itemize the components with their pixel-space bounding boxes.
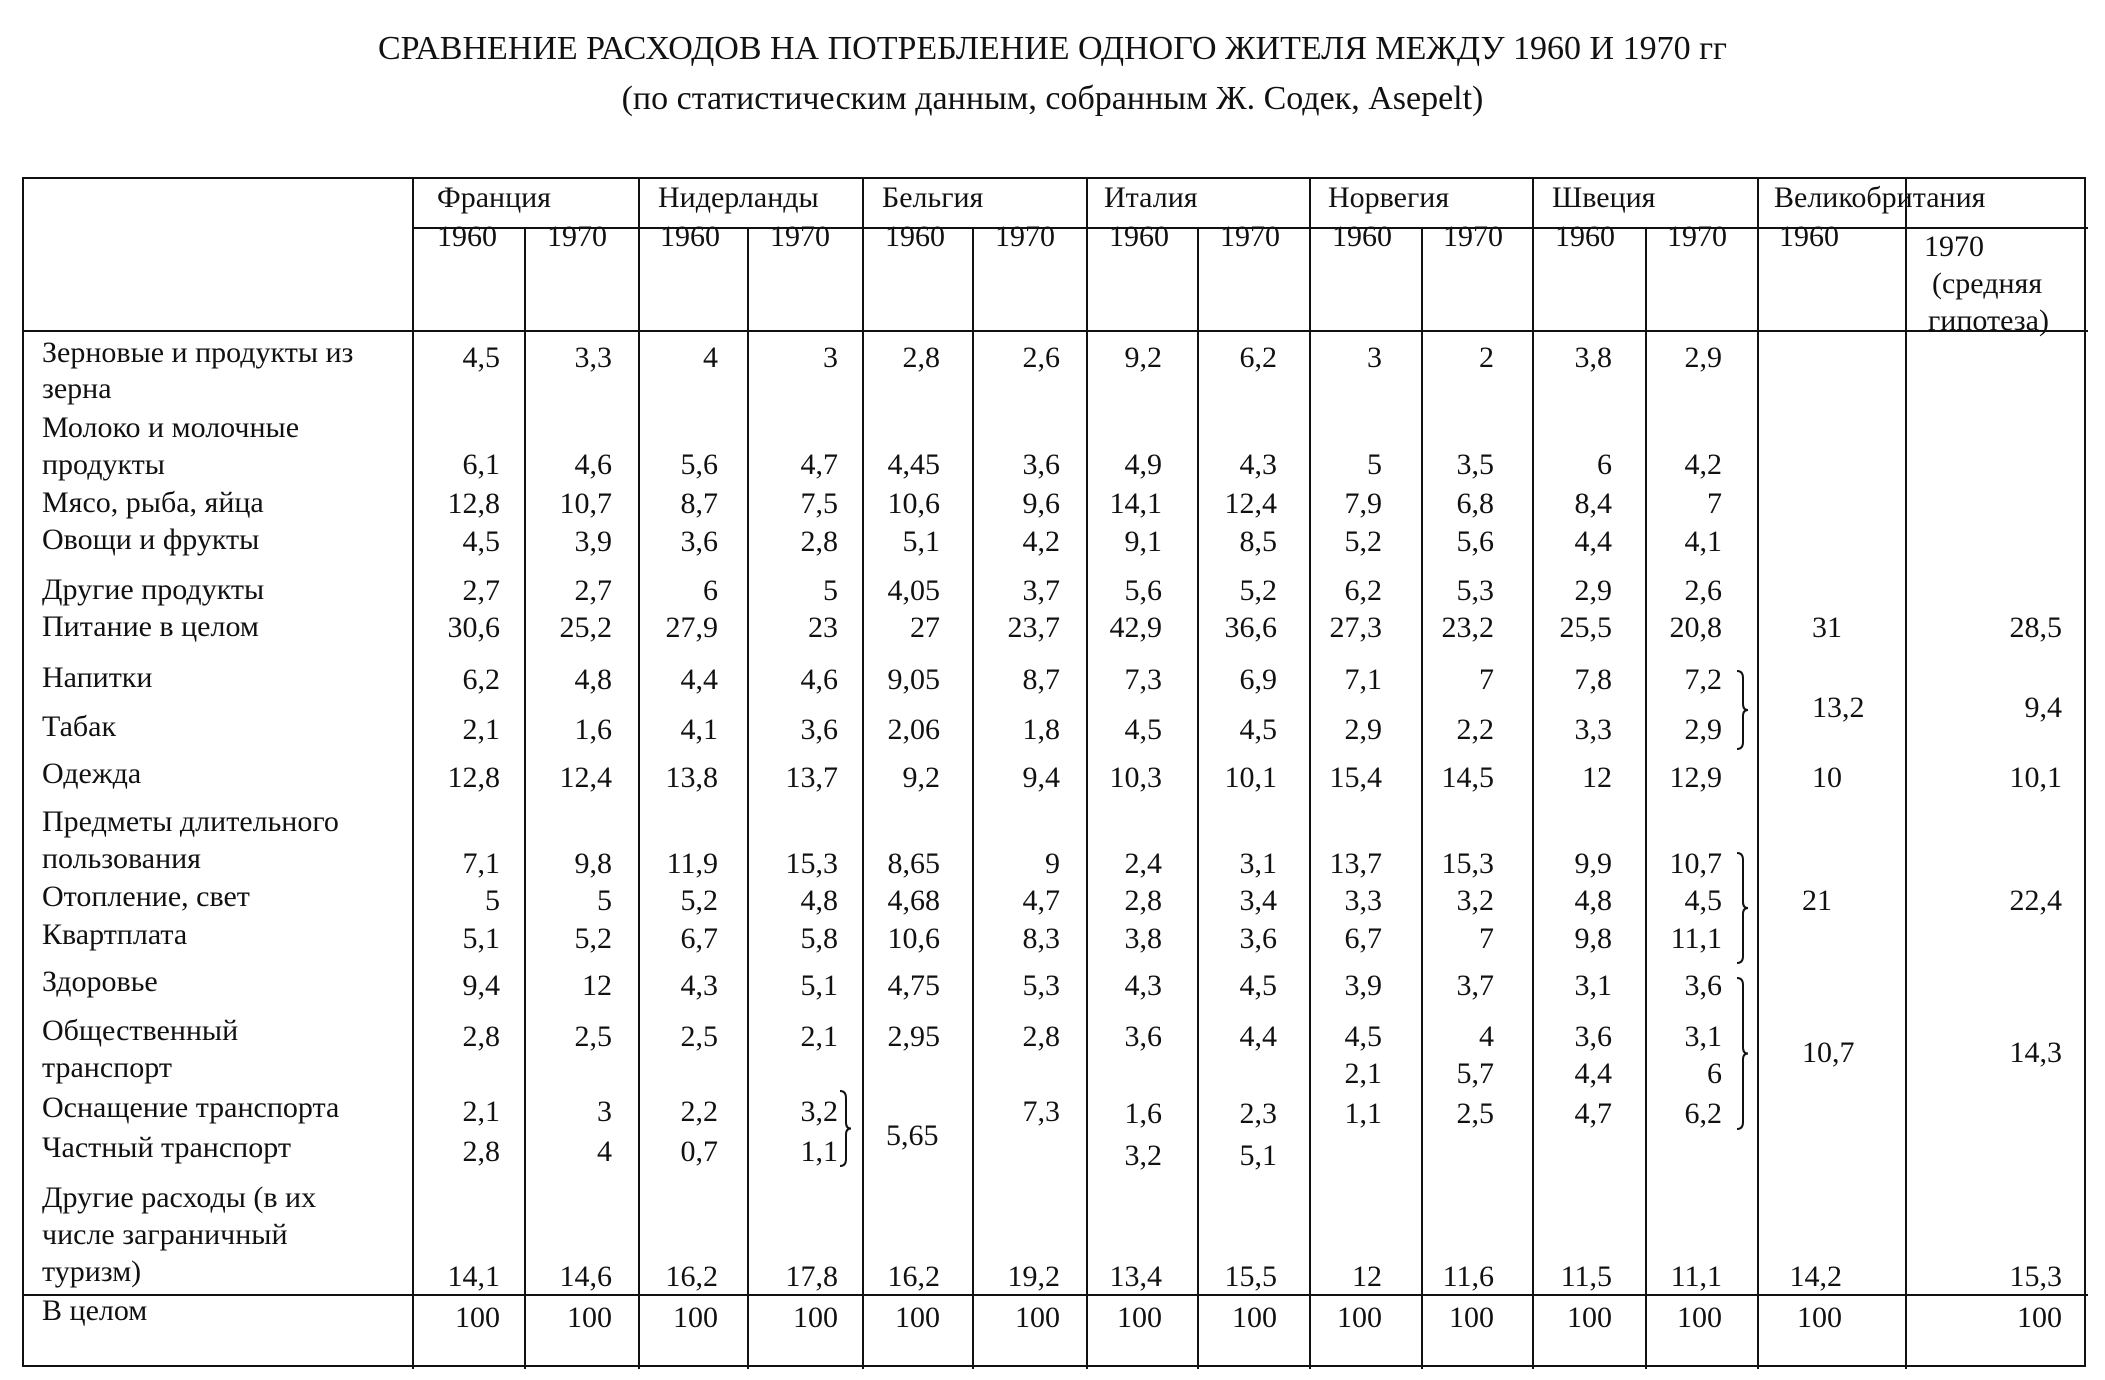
table-cell: 7,5 xyxy=(800,487,838,520)
table-cell: 27 xyxy=(910,611,940,644)
table-cell: 3,1 xyxy=(1684,1020,1722,1053)
table-cell: 3,2 xyxy=(800,1095,838,1128)
table-cell: 2,9 xyxy=(1574,574,1612,607)
table-cell: 4,5 xyxy=(1684,884,1722,917)
table-cell: 8,7 xyxy=(1022,663,1060,696)
table-cell: 3,9 xyxy=(1344,969,1382,1002)
table-cell: 5 xyxy=(823,574,838,607)
row-label: Предметы длительного xyxy=(42,805,339,838)
table-cell: 14,1 xyxy=(1109,487,1162,520)
table-cell: 3,6 xyxy=(1574,1020,1612,1053)
table-cell: 7 xyxy=(1479,663,1494,696)
table-cell: 3 xyxy=(597,1095,612,1128)
year-header: 1960 xyxy=(437,220,497,253)
table-cell: 4,05 xyxy=(887,574,940,607)
row-label: Питание в целом xyxy=(42,610,259,643)
table-cell-merged: 5,65 xyxy=(886,1119,939,1152)
table-cell: 4,8 xyxy=(1574,884,1612,917)
table-cell-merged: 10,7 xyxy=(1802,1036,1855,1069)
row-label: Квартплата xyxy=(42,918,188,951)
table-cell: 2,6 xyxy=(1684,574,1722,607)
table-cell: 20,8 xyxy=(1669,611,1722,644)
row-label: Общественный xyxy=(42,1014,239,1047)
table-cell: 2,4 xyxy=(1124,847,1162,880)
table-cell: 100 xyxy=(1015,1301,1060,1334)
table-cell: 3 xyxy=(1367,341,1382,374)
table-cell: 11,6 xyxy=(1442,1260,1494,1293)
table-cell: 5 xyxy=(597,884,612,917)
table-cell: 4,7 xyxy=(1574,1097,1612,1130)
table-cell: 23,7 xyxy=(1007,611,1060,644)
brace-icon xyxy=(838,1090,852,1167)
table-cell: 14,6 xyxy=(559,1260,612,1293)
table-cell: 5,6 xyxy=(1124,574,1162,607)
table-cell: 2,9 xyxy=(1684,713,1722,746)
table-cell: 4,4 xyxy=(1574,1057,1612,1090)
table-cell: 25,5 xyxy=(1559,611,1612,644)
table-cell: 5,1 xyxy=(1239,1139,1277,1172)
table-cell: 11,1 xyxy=(1670,1260,1722,1293)
table-cell: 2,1 xyxy=(800,1020,838,1053)
table-cell: 4,75 xyxy=(887,969,940,1002)
table-cell: 3,4 xyxy=(1239,884,1277,917)
year-header: 1970 xyxy=(1220,220,1280,253)
table-cell: 4,7 xyxy=(800,448,838,481)
table-cell: 100 xyxy=(793,1301,838,1334)
table-cell: 3,1 xyxy=(1574,969,1612,1002)
table-cell: 9,1 xyxy=(1124,525,1162,558)
table-cell: 10 xyxy=(1812,761,1842,794)
row-label: Другие расходы (в их xyxy=(42,1181,317,1214)
country-header: Швеция xyxy=(1552,181,1656,214)
table-cell: 11,1 xyxy=(1670,922,1722,955)
table-cell: 2 xyxy=(1479,341,1494,374)
table-cell: 6,2 xyxy=(462,663,500,696)
table-cell: 4,5 xyxy=(462,525,500,558)
table-cell: 4,5 xyxy=(462,341,500,374)
table-cell: 7 xyxy=(1707,487,1722,520)
table-cell: 2,9 xyxy=(1684,341,1722,374)
table-cell: 100 xyxy=(673,1301,718,1334)
table-cell: 4,2 xyxy=(1022,525,1060,558)
table-cell: 10,1 xyxy=(2009,761,2062,794)
table-cell: 8,5 xyxy=(1239,525,1277,558)
row-label: Мясо, рыба, яйца xyxy=(42,486,264,519)
table-cell: 3,2 xyxy=(1124,1139,1162,1172)
table-cell: 3,5 xyxy=(1456,448,1494,481)
table-cell: 2,6 xyxy=(1022,341,1060,374)
table-cell: 6,2 xyxy=(1239,341,1277,374)
table-cell: 3,6 xyxy=(1239,922,1277,955)
table-cell: 4,5 xyxy=(1239,713,1277,746)
table-cell: 5,8 xyxy=(800,922,838,955)
row-label: туризм) xyxy=(42,1255,142,1288)
table-cell: 2,8 xyxy=(902,341,940,374)
table-cell: 4,4 xyxy=(1239,1020,1277,1053)
row-label: Овощи и фрукты xyxy=(42,523,260,556)
year-header: 1970 xyxy=(1667,220,1727,253)
table-cell: 6,7 xyxy=(1344,922,1382,955)
table-cell: 19,2 xyxy=(1007,1260,1060,1293)
table-cell: 9,9 xyxy=(1574,847,1612,880)
row-label: продукты xyxy=(42,448,165,481)
table-cell: 4,6 xyxy=(800,663,838,696)
table-cell: 100 xyxy=(567,1301,612,1334)
table-cell-merged: 13,2 xyxy=(1812,691,1865,724)
year-header: 1970 xyxy=(770,220,830,253)
table-cell: 9,4 xyxy=(462,969,500,1002)
year-header: 1960 xyxy=(885,220,945,253)
table-cell: 7,9 xyxy=(1344,487,1382,520)
table-cell: 8,4 xyxy=(1574,487,1612,520)
table-cell: 16,2 xyxy=(887,1260,940,1293)
table-cell: 8,7 xyxy=(680,487,718,520)
table-cell: 4 xyxy=(597,1135,612,1168)
table-cell: 3,2 xyxy=(1456,884,1494,917)
table-cell: 7,3 xyxy=(1022,1095,1060,1128)
country-header: Италия xyxy=(1104,181,1198,214)
table-cell: 2,95 xyxy=(887,1020,940,1053)
table-cell: 0,7 xyxy=(680,1135,718,1168)
grid-line xyxy=(1421,227,1423,1369)
table-cell: 2,5 xyxy=(574,1020,612,1053)
table-cell: 2,3 xyxy=(1239,1097,1277,1130)
table-cell: 1,1 xyxy=(1344,1097,1382,1130)
table-cell: 5,1 xyxy=(462,922,500,955)
brace-icon xyxy=(1735,977,1749,1130)
table-cell-merged: 9,4 xyxy=(2024,691,2062,724)
table-cell: 4,5 xyxy=(1344,1020,1382,1053)
table-cell: 6,7 xyxy=(680,922,718,955)
table-cell: 2,5 xyxy=(680,1020,718,1053)
table-cell: 4,4 xyxy=(680,663,718,696)
table-cell: 12 xyxy=(582,969,612,1002)
table-cell: 3,9 xyxy=(574,525,612,558)
table-cell: 2,7 xyxy=(462,574,500,607)
table-cell: 4,2 xyxy=(1684,448,1722,481)
table-cell: 2,9 xyxy=(1344,713,1382,746)
row-label: Зерновые и продукты из xyxy=(42,336,354,369)
table-cell: 2,8 xyxy=(462,1135,500,1168)
row-label: пользования xyxy=(42,842,201,875)
table-cell: 10,7 xyxy=(1669,847,1722,880)
year-header: 1960 xyxy=(1109,220,1169,253)
table-cell: 100 xyxy=(1449,1301,1494,1334)
table-cell: 1,6 xyxy=(1124,1097,1162,1130)
year-header: 1960 xyxy=(1332,220,1392,253)
table-cell: 16,2 xyxy=(665,1260,718,1293)
table-cell: 5 xyxy=(485,884,500,917)
table-cell: 5,2 xyxy=(1344,525,1382,558)
table-cell: 4,9 xyxy=(1124,448,1162,481)
table-cell: 3,6 xyxy=(1124,1020,1162,1053)
table-cell: 4,45 xyxy=(887,448,940,481)
table-cell: 10,6 xyxy=(887,922,940,955)
table-cell: 4,5 xyxy=(1124,713,1162,746)
table-cell: 100 xyxy=(1797,1301,1842,1334)
table-cell: 6 xyxy=(1707,1057,1722,1090)
table-cell: 27,9 xyxy=(665,611,718,644)
row-label: числе заграничный xyxy=(42,1218,288,1251)
table-cell: 6,2 xyxy=(1344,574,1382,607)
table-cell: 3,6 xyxy=(800,713,838,746)
table-cell: 9,2 xyxy=(1124,341,1162,374)
table-cell: 31 xyxy=(1812,611,1842,644)
table-cell: 4,3 xyxy=(1239,448,1277,481)
table-cell: 7 xyxy=(1479,922,1494,955)
grid-line xyxy=(1197,227,1199,1369)
table-cell: 28,5 xyxy=(2009,611,2062,644)
table-cell: 4,1 xyxy=(1684,525,1722,558)
country-header: Норвегия xyxy=(1328,181,1450,214)
table-cell: 15,3 xyxy=(2009,1260,2062,1293)
table-cell: 3 xyxy=(823,341,838,374)
table-cell: 12 xyxy=(1582,761,1612,794)
table-cell: 4,1 xyxy=(680,713,718,746)
table-cell: 100 xyxy=(455,1301,500,1334)
table-cell: 15,5 xyxy=(1224,1260,1277,1293)
table-cell-merged: 22,4 xyxy=(2009,884,2062,917)
row-label: Табак xyxy=(42,710,117,743)
table-cell: 7,2 xyxy=(1684,663,1722,696)
table-cell: 9,4 xyxy=(1022,761,1060,794)
table-cell: 6,2 xyxy=(1684,1097,1722,1130)
table-cell: 6 xyxy=(703,574,718,607)
year-header-note: гипотеза) xyxy=(1928,304,2049,337)
table-cell-merged: 21 xyxy=(1802,884,1832,917)
table-cell: 13,4 xyxy=(1109,1260,1162,1293)
table-cell: 5,2 xyxy=(1239,574,1277,607)
table-cell: 3,8 xyxy=(1124,922,1162,955)
table-cell: 100 xyxy=(1117,1301,1162,1334)
table-cell: 10,3 xyxy=(1109,761,1162,794)
title-line-2: (по статистическим данным, собранным Ж. Содек, Asepelt) xyxy=(621,80,1484,117)
table-cell: 3,3 xyxy=(1344,884,1382,917)
row-label: Одежда xyxy=(42,757,142,790)
table-cell: 14,1 xyxy=(447,1260,500,1293)
table-cell: 10,7 xyxy=(559,487,612,520)
table-cell: 12,4 xyxy=(559,761,612,794)
table-cell: 27,3 xyxy=(1329,611,1382,644)
table-cell: 8,65 xyxy=(887,847,940,880)
table-cell: 3,7 xyxy=(1456,969,1494,1002)
table-cell: 4 xyxy=(703,341,718,374)
grid-line xyxy=(524,227,526,1369)
table-cell: 100 xyxy=(2017,1301,2062,1334)
year-header: 1970 xyxy=(547,220,607,253)
table-cell: 10,6 xyxy=(887,487,940,520)
page-title xyxy=(0,24,2105,124)
table-cell: 7,3 xyxy=(1124,663,1162,696)
year-header: 1960 xyxy=(1555,220,1615,253)
table-cell: 2,1 xyxy=(462,713,500,746)
table-cell: 4,5 xyxy=(1239,969,1277,1002)
table-cell: 100 xyxy=(1567,1301,1612,1334)
table-cell: 4,6 xyxy=(574,448,612,481)
country-header: Франция xyxy=(437,181,551,214)
table-cell: 9,2 xyxy=(902,761,940,794)
table-cell: 2,7 xyxy=(574,574,612,607)
table-cell: 30,6 xyxy=(447,611,500,644)
table-cell: 4,7 xyxy=(1022,884,1060,917)
table-cell: 2,06 xyxy=(887,713,940,746)
table-cell: 5,3 xyxy=(1022,969,1060,1002)
row-label: Оснащение транспорта xyxy=(42,1091,340,1124)
table-cell: 5,6 xyxy=(1456,525,1494,558)
grid-line xyxy=(747,227,749,1369)
table-cell: 5,7 xyxy=(1456,1057,1494,1090)
table-cell: 5,3 xyxy=(1456,574,1494,607)
row-label: Напитки xyxy=(42,661,153,694)
table-cell: 12 xyxy=(1352,1260,1382,1293)
table-cell: 6,9 xyxy=(1239,663,1277,696)
year-header: 1970 xyxy=(1443,220,1503,253)
row-label: транспорт xyxy=(42,1051,172,1084)
table-cell: 4,4 xyxy=(1574,525,1612,558)
row-label: В целом xyxy=(42,1294,148,1327)
grid-line xyxy=(1645,227,1647,1369)
table-cell: 9,05 xyxy=(887,663,940,696)
table-cell: 9 xyxy=(1045,847,1060,880)
table-cell: 23,2 xyxy=(1441,611,1494,644)
table-cell: 13,7 xyxy=(785,761,838,794)
table-cell: 3,6 xyxy=(1684,969,1722,1002)
table-cell: 2,8 xyxy=(1022,1020,1060,1053)
grid-line xyxy=(972,227,974,1369)
table-cell: 3,6 xyxy=(680,525,718,558)
table-cell: 5,2 xyxy=(680,884,718,917)
table-cell: 25,2 xyxy=(559,611,612,644)
table-cell: 9,8 xyxy=(574,847,612,880)
grid-line xyxy=(24,330,2088,332)
table-cell: 6 xyxy=(1597,448,1612,481)
table-cell: 23 xyxy=(808,611,838,644)
table-cell: 10,1 xyxy=(1224,761,1277,794)
table-cell: 11,9 xyxy=(666,847,718,880)
row-label: Здоровье xyxy=(42,965,158,998)
table-cell: 12,8 xyxy=(447,761,500,794)
table-cell: 12,9 xyxy=(1669,761,1722,794)
table-cell: 3,6 xyxy=(1022,448,1060,481)
consumption-table xyxy=(22,177,2086,1367)
table-cell: 1,8 xyxy=(1022,713,1060,746)
table-cell: 100 xyxy=(1677,1301,1722,1334)
table-cell: 3,7 xyxy=(1022,574,1060,607)
row-label: Молоко и молочные xyxy=(42,411,300,444)
table-cell: 4,68 xyxy=(887,884,940,917)
table-cell: 3,3 xyxy=(1574,713,1612,746)
table-cell: 3,8 xyxy=(1574,341,1612,374)
table-cell: 5,6 xyxy=(680,448,718,481)
table-cell: 3,1 xyxy=(1239,847,1277,880)
table-cell: 15,3 xyxy=(1441,847,1494,880)
table-cell: 12,8 xyxy=(447,487,500,520)
title-line-1: СРАВНЕНИЕ РАСХОДОВ НА ПОТРЕБЛЕНИЕ ОДНОГО ЖИТЕЛЯ МЕЖДУ 1960 И 1970 гг xyxy=(378,30,1727,67)
table-cell: 15,4 xyxy=(1329,761,1382,794)
table-cell: 2,8 xyxy=(800,525,838,558)
brace-icon xyxy=(1735,670,1749,750)
year-header-note: (средняя xyxy=(1932,267,2043,300)
year-header: 1960 xyxy=(1779,220,1839,253)
table-cell: 13,7 xyxy=(1329,847,1382,880)
row-label: Отопление, свет xyxy=(42,880,250,913)
table-cell: 5,1 xyxy=(902,525,940,558)
table-cell: 1,1 xyxy=(800,1135,838,1168)
country-header: Нидерланды xyxy=(658,181,819,214)
table-cell: 12,4 xyxy=(1224,487,1277,520)
grid-line xyxy=(1905,179,1907,1369)
table-cell: 2,2 xyxy=(680,1095,718,1128)
table-cell: 4,8 xyxy=(800,884,838,917)
table-cell: 15,3 xyxy=(785,847,838,880)
country-header: Бельгия xyxy=(882,181,984,214)
table-cell: 2,5 xyxy=(1456,1097,1494,1130)
row-label: зерна xyxy=(42,372,112,405)
table-cell: 13,8 xyxy=(665,761,718,794)
row-label: Частный транспорт xyxy=(42,1131,291,1164)
table-cell: 8,3 xyxy=(1022,922,1060,955)
table-cell: 2,2 xyxy=(1456,713,1494,746)
brace-icon xyxy=(1735,852,1749,964)
table-cell: 5,1 xyxy=(800,969,838,1002)
table-cell: 7,1 xyxy=(462,847,500,880)
table-cell: 14,5 xyxy=(1441,761,1494,794)
table-cell: 100 xyxy=(895,1301,940,1334)
table-cell: 4,3 xyxy=(1124,969,1162,1002)
table-cell: 9,6 xyxy=(1022,487,1060,520)
table-cell: 17,8 xyxy=(785,1260,838,1293)
year-header: 1970 xyxy=(1924,230,1984,263)
table-cell: 5,2 xyxy=(574,922,612,955)
year-header: 1960 xyxy=(660,220,720,253)
table-cell: 11,5 xyxy=(1560,1260,1612,1293)
table-cell: 4,3 xyxy=(680,969,718,1002)
table-cell: 3,3 xyxy=(574,341,612,374)
table-cell-merged: 14,3 xyxy=(2009,1036,2062,1069)
table-cell: 2,1 xyxy=(1344,1057,1382,1090)
table-cell: 6,8 xyxy=(1456,487,1494,520)
table-cell: 100 xyxy=(1232,1301,1277,1334)
table-cell: 7,1 xyxy=(1344,663,1382,696)
table-cell: 42,9 xyxy=(1109,611,1162,644)
table-cell: 5 xyxy=(1367,448,1382,481)
table-cell: 100 xyxy=(1337,1301,1382,1334)
year-header: 1970 xyxy=(995,220,1055,253)
table-cell: 6,1 xyxy=(462,448,500,481)
table-cell: 4 xyxy=(1479,1020,1494,1053)
table-cell: 14,2 xyxy=(1789,1260,1842,1293)
table-cell: 1,6 xyxy=(574,713,612,746)
table-cell: 2,1 xyxy=(462,1095,500,1128)
row-label: Другие продукты xyxy=(42,573,265,606)
table-cell: 36,6 xyxy=(1224,611,1277,644)
table-cell: 4,8 xyxy=(574,663,612,696)
table-cell: 2,8 xyxy=(462,1020,500,1053)
country-header: Великобритания xyxy=(1774,181,1986,214)
table-cell: 9,8 xyxy=(1574,922,1612,955)
table-cell: 7,8 xyxy=(1574,663,1612,696)
table-cell: 2,8 xyxy=(1124,884,1162,917)
